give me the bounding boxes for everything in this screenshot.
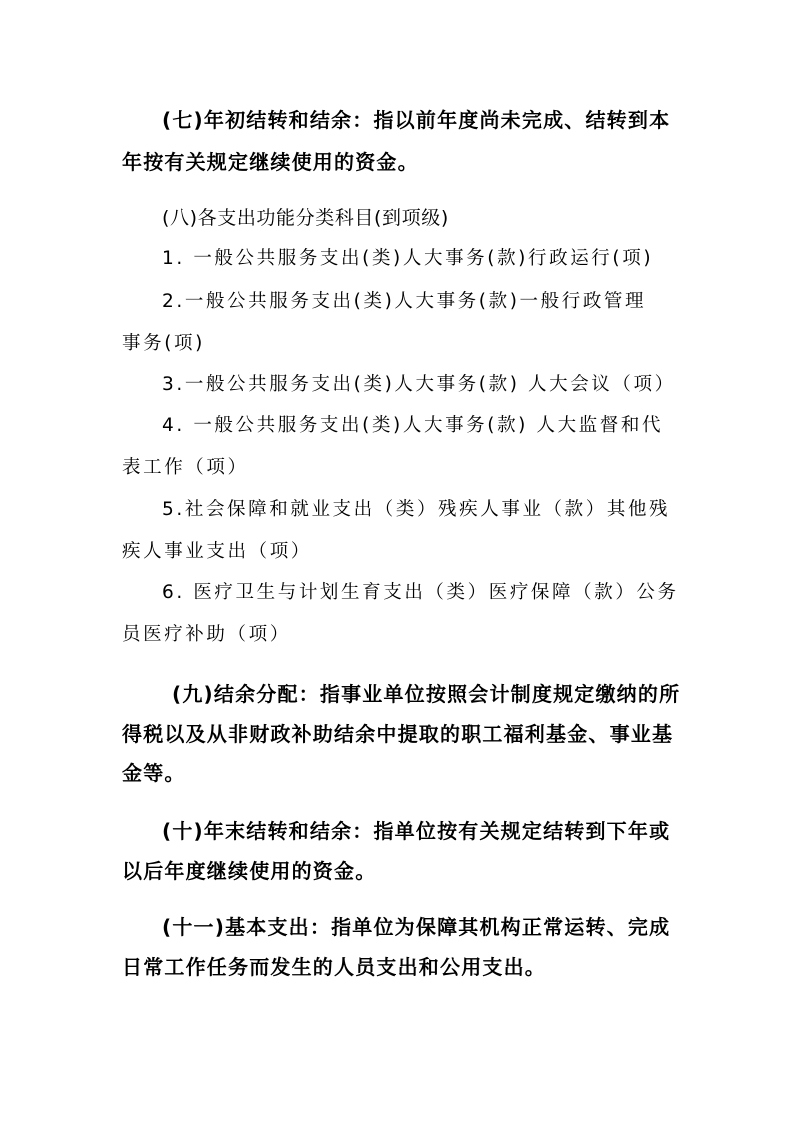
section-8-item-2-cont: 事务(项) [122, 333, 205, 354]
section-8-item-6-cont: 员医疗补助（项） [122, 624, 291, 645]
section-9-line-2: 得税以及从非财政补助结余中提取的职工福利基金、事业基 [122, 722, 674, 746]
section-10-line-2: 以后年度继续使用的资金。 [122, 859, 377, 883]
section-8-item-6: 6. 医疗卫生与计划生育支出（类）医疗保障（款）公务 [162, 582, 679, 603]
section-11-line-1: (十一)基本支出：指单位为保障其机构正常运转、完成 [162, 915, 671, 939]
section-8-item-2: 2.一般公共服务支出(类)人大事务(款)一般行政管理 [162, 291, 647, 312]
section-8-item-4-cont: 表工作（项） [122, 457, 249, 478]
section-9-line-3: 金等。 [122, 761, 186, 785]
section-7-line-2: 年按有关规定继续使用的资金。 [122, 150, 419, 174]
section-8-item-5: 5.社会保障和就业支出（类）残疾人事业（款）其他残 [162, 499, 671, 520]
section-10-line-1: (十)年末结转和结余：指单位按有关规定结转到下年或 [162, 819, 671, 843]
section-8-item-3: 3.一般公共服务支出(类)人大事务(款) 人大会议（项） [162, 374, 676, 395]
section-8-item-4: 4. 一般公共服务支出(类)人大事务(款) 人大监督和代 [162, 415, 664, 436]
section-8-item-5-cont: 疾人事业支出（项） [122, 541, 312, 562]
section-11-line-2: 日常工作任务而发生的人员支出和公用支出。 [122, 955, 546, 979]
section-9-line-1: (九)结余分配：指事业单位按照会计制度规定缴纳的所 [172, 682, 681, 706]
section-8-heading: (八)各支出功能分类科目(到项级) [162, 207, 449, 229]
section-8-item-1: 1. 一般公共服务支出(类)人大事务(款)行政运行(项) [162, 248, 654, 269]
section-7-line-1: (七)年初结转和结余：指以前年度尚未完成、结转到本 [162, 108, 671, 132]
